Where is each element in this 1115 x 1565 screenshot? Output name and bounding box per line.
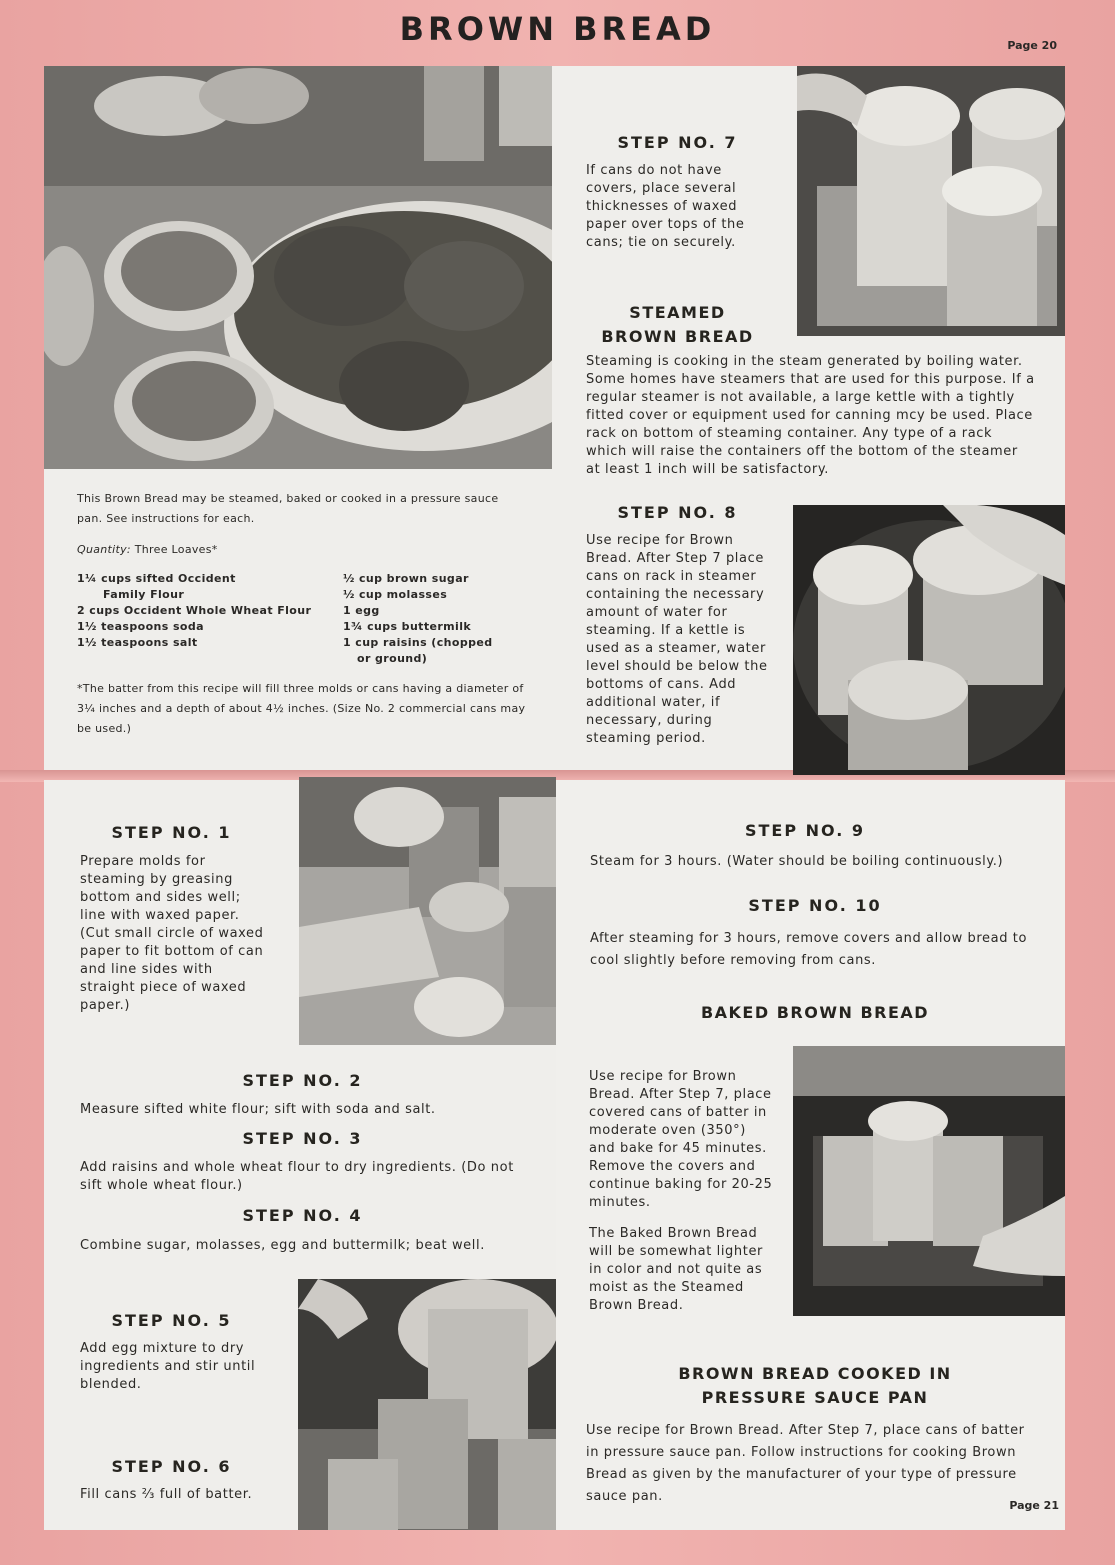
brown-bread-table-photo bbox=[44, 66, 552, 469]
step2-heading: STEP NO. 2 bbox=[242, 1071, 363, 1090]
step4-heading: STEP NO. 4 bbox=[242, 1206, 363, 1225]
page-number-top: Page 20 bbox=[1007, 39, 1057, 52]
step7-covering-cans-photo bbox=[797, 66, 1065, 336]
quantity-value: Three Loaves* bbox=[134, 543, 218, 556]
baked-oven-photo bbox=[793, 1046, 1065, 1316]
steamed-heading-line1: STEAMED bbox=[629, 303, 726, 322]
step8-heading: STEP NO. 8 bbox=[617, 503, 738, 522]
page-number-bottom: Page 21 bbox=[1009, 1499, 1059, 1512]
ingredient-item: 2 cups Occident Whole Wheat Flour bbox=[77, 604, 312, 617]
step10-text: After steaming for 3 hours, remove covers and allow bread to cool slightly before removing from cans. bbox=[590, 931, 1028, 968]
step1-heading: STEP NO. 1 bbox=[111, 823, 232, 842]
ingredient-item: ½ cup brown sugar bbox=[343, 572, 469, 585]
pressure-heading bbox=[640, 1362, 990, 1410]
ingredient-item: 1½ teaspoons soda bbox=[77, 620, 204, 633]
step1-molds-photo bbox=[299, 777, 556, 1045]
step3-heading: STEP NO. 3 bbox=[242, 1129, 363, 1148]
ingredient-item: 1¾ cups buttermilk bbox=[343, 620, 472, 633]
step8-text: Use recipe for Brown Bread. After Step 7 place cans on rack in steamer containing the necessary amount of water for steaming. If a kettle is used as a steamer, water level should be below the bottoms of cans. Add additional water, if necessary, during steaming period. bbox=[586, 533, 768, 746]
quantity-label: Quantity: bbox=[77, 543, 131, 556]
step9-text: Steam for 3 hours. (Water should be boiling continuously.) bbox=[590, 854, 1004, 869]
step8-steamer-photo bbox=[793, 505, 1065, 775]
steamed-text: Steaming is cooking in the steam generated by boiling water. Some homes have steamers that are used for this purpose. If a regular steamer is not available, a large kettle with a tightly fitted cover or equipment used for canning mcy be used. Place rack on bottom of steaming container. Any type of a rack which will raise the containers off the bottom of the steamer at least 1 inch will be satisfactory. bbox=[586, 354, 1035, 477]
step4-text: Combine sugar, molasses, egg and buttermilk; beat well. bbox=[80, 1238, 485, 1253]
baked-heading: BAKED BROWN BREAD bbox=[700, 1003, 930, 1022]
step10-heading: STEP NO. 10 bbox=[748, 896, 882, 915]
step6-heading: STEP NO. 6 bbox=[111, 1457, 232, 1476]
pressure-heading-line1: BROWN BREAD COOKED IN bbox=[678, 1364, 952, 1383]
ingredient-item: Family Flour bbox=[103, 588, 185, 601]
quantity-line bbox=[77, 540, 377, 560]
ingredient-item: 1 cup raisins (chopped bbox=[343, 636, 493, 649]
batter-footnote: *The batter from this recipe will fill three molds or cans having a diameter of 3¼ inches and a depth of about 4½ inches. (Size No. 2 commercial cans may be used.) bbox=[77, 682, 526, 735]
ingredient-item: ½ cup molasses bbox=[343, 588, 448, 601]
step2-text: Measure sifted white flour; sift with soda and salt. bbox=[80, 1102, 436, 1117]
steamed-heading-line2: BROWN BREAD bbox=[601, 327, 754, 346]
ingredient-item: 1 egg bbox=[343, 604, 380, 617]
baked-text2: The Baked Brown Bread will be somewhat lighter in color and not quite as moist as the Steamed Brown Bread. bbox=[589, 1226, 763, 1313]
step5-text: Add egg mixture to dry ingredients and stir until blended. bbox=[80, 1341, 256, 1392]
step7-text: If cans do not have covers, place several thicknesses of waxed paper over tops of the cans; tie on securely. bbox=[586, 163, 745, 250]
step5-mixing-photo bbox=[298, 1279, 556, 1530]
ingredients-right bbox=[343, 571, 543, 667]
intro-text: This Brown Bread may be steamed, baked or cooked in a pressure sauce pan. See instructions for each. bbox=[77, 492, 499, 525]
ingredient-item: 1¼ cups sifted Occident bbox=[77, 572, 236, 585]
baked-text1: Use recipe for Brown Bread. After Step 7, place covered cans of batter in moderate oven (350°) and bake for 45 minutes. Remove the covers and continue baking for 20-25 minutes. bbox=[589, 1069, 773, 1210]
step7-heading: STEP NO. 7 bbox=[617, 133, 738, 152]
ingredients-left bbox=[77, 571, 337, 651]
step3-text: Add raisins and whole wheat flour to dry ingredients. (Do not sift whole wheat flour.) bbox=[80, 1160, 514, 1193]
page-title: BROWN BREAD bbox=[399, 10, 716, 48]
steamed-heading bbox=[585, 301, 770, 349]
pressure-text: Use recipe for Brown Bread. After Step 7, place cans of batter in pressure sauce pan. Follow instructions for cooking Brown Bread as given by the manufacturer of your type of pressure sauce pan. bbox=[586, 1423, 1025, 1504]
step6-text: Fill cans ⅔ full of batter. bbox=[80, 1487, 253, 1502]
step1-text: Prepare molds for steaming by greasing bottom and sides well; line with waxed paper. (Cut small circle of waxed paper to fit bottom of can and line sides with straight piece of waxed paper.) bbox=[80, 854, 264, 1013]
ingredient-item: 1½ teaspoons salt bbox=[77, 636, 198, 649]
ingredient-item: or ground) bbox=[357, 652, 428, 665]
step9-heading: STEP NO. 9 bbox=[744, 821, 866, 840]
pressure-heading-line2: PRESSURE SAUCE PAN bbox=[701, 1388, 929, 1407]
step5-heading: STEP NO. 5 bbox=[111, 1311, 232, 1330]
